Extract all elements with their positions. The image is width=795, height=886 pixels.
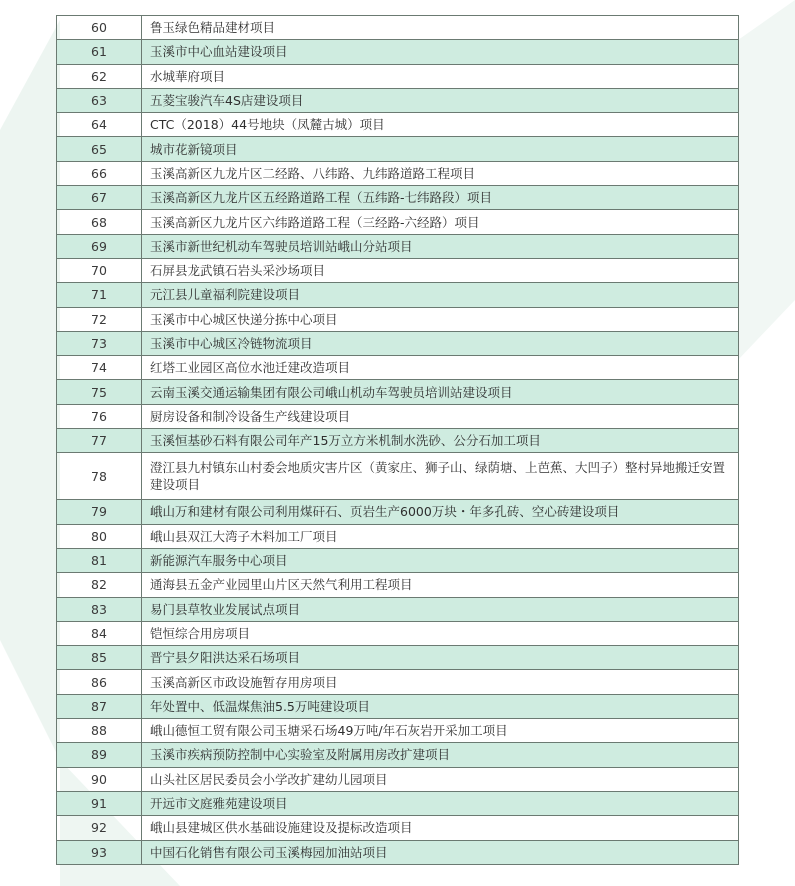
table-row: [57, 404, 739, 428]
project-name: 玉溪高新区九龙片区六纬路道路工程（三经路-六经路）项目: [142, 210, 739, 234]
row-number: 75: [57, 380, 142, 404]
table-row: [57, 500, 739, 524]
table-row: [57, 64, 739, 88]
project-list-table: [56, 15, 739, 865]
table-row: [57, 16, 739, 40]
row-number: 87: [57, 694, 142, 718]
project-name: 峨山德恒工贸有限公司玉塘采石场49万吨/年石灰岩开采加工项目: [142, 719, 739, 743]
project-name: 玉溪高新区市政设施暂存用房项目: [142, 670, 739, 694]
table-row: [57, 548, 739, 572]
table-row: [57, 646, 739, 670]
project-name: 鲁玉绿色精品建材项目: [142, 16, 739, 40]
row-number: 60: [57, 16, 142, 40]
project-name: 厨房设备和制冷设备生产线建设项目: [142, 404, 739, 428]
project-name: 五菱宝骏汽车4S店建设项目: [142, 88, 739, 112]
project-name: 玉溪市中心血站建设项目: [142, 40, 739, 64]
project-list-body: [57, 16, 739, 865]
table-row: [57, 524, 739, 548]
project-name: 易门县草牧业发展试点项目: [142, 597, 739, 621]
project-name: 玉溪市新世纪机动车驾驶员培训站峨山分站项目: [142, 234, 739, 258]
row-number: 91: [57, 791, 142, 815]
project-name: 云南玉溪交通运输集团有限公司峨山机动车驾驶员培训站建设项目: [142, 380, 739, 404]
table-row: [57, 816, 739, 840]
table-row: [57, 840, 739, 864]
table-row: [57, 597, 739, 621]
row-number: 78: [57, 453, 142, 500]
row-number: 82: [57, 573, 142, 597]
table-row: [57, 573, 739, 597]
project-name: 新能源汽车服务中心项目: [142, 548, 739, 572]
row-number: 92: [57, 816, 142, 840]
project-name: 玉溪恒基砂石料有限公司年产15万立方米机制水洗砂、公分石加工项目: [142, 429, 739, 453]
project-name: 玉溪高新区九龙片区二经路、八纬路、九纬路道路工程项目: [142, 161, 739, 185]
project-name: 晋宁县夕阳洪达采石场项目: [142, 646, 739, 670]
row-number: 62: [57, 64, 142, 88]
project-name: 年处置中、低温煤焦油5.5万吨建设项目: [142, 694, 739, 718]
row-number: 81: [57, 548, 142, 572]
row-number: 67: [57, 186, 142, 210]
row-number: 89: [57, 743, 142, 767]
row-number: 80: [57, 524, 142, 548]
table-row: [57, 258, 739, 282]
row-number: 72: [57, 307, 142, 331]
row-number: 77: [57, 429, 142, 453]
row-number: 71: [57, 283, 142, 307]
table-row: [57, 791, 739, 815]
table-row: [57, 210, 739, 234]
project-name: 玉溪市中心城区冷链物流项目: [142, 331, 739, 355]
row-number: 76: [57, 404, 142, 428]
table-row: [57, 670, 739, 694]
project-list-table-container: [56, 15, 739, 865]
table-row: [57, 767, 739, 791]
row-number: 85: [57, 646, 142, 670]
table-row: [57, 356, 739, 380]
project-name: 通海县五金产业园里山片区天然气利用工程项目: [142, 573, 739, 597]
project-name: 澄江县九村镇东山村委会地质灾害片区（黄家庄、狮子山、绿荫塘、上芭蕉、大凹子）整村异地搬迁安置建设项目: [142, 453, 739, 500]
row-number: 93: [57, 840, 142, 864]
project-name: 元江县儿童福利院建设项目: [142, 283, 739, 307]
row-number: 61: [57, 40, 142, 64]
table-row: [57, 307, 739, 331]
project-name: 山头社区居民委员会小学改扩建幼儿园项目: [142, 767, 739, 791]
table-row: [57, 621, 739, 645]
row-number: 73: [57, 331, 142, 355]
row-number: 70: [57, 258, 142, 282]
table-row: [57, 331, 739, 355]
table-row: [57, 743, 739, 767]
row-number: 69: [57, 234, 142, 258]
row-number: 90: [57, 767, 142, 791]
project-name: 玉溪市疾病预防控制中心实验室及附属用房改扩建项目: [142, 743, 739, 767]
project-name: 开远市文庭雅苑建设项目: [142, 791, 739, 815]
table-row: [57, 694, 739, 718]
table-row: [57, 380, 739, 404]
project-name: 峨山万和建材有限公司利用煤矸石、页岩生产6000万块・年多孔砖、空心砖建设项目: [142, 500, 739, 524]
project-name: 中国石化销售有限公司玉溪梅园加油站项目: [142, 840, 739, 864]
table-row: [57, 186, 739, 210]
project-name: 红塔工业园区高位水池迁建改造项目: [142, 356, 739, 380]
row-number: 83: [57, 597, 142, 621]
project-name: 玉溪高新区九龙片区五经路道路工程（五纬路-七纬路段）项目: [142, 186, 739, 210]
table-row: [57, 283, 739, 307]
row-number: 63: [57, 88, 142, 112]
row-number: 65: [57, 137, 142, 161]
project-name: 铠恒综合用房项目: [142, 621, 739, 645]
table-row: [57, 453, 739, 500]
project-name: 峨山县双江大湾子木料加工厂项目: [142, 524, 739, 548]
table-row: [57, 137, 739, 161]
table-row: [57, 429, 739, 453]
table-row: [57, 40, 739, 64]
row-number: 84: [57, 621, 142, 645]
table-row: [57, 113, 739, 137]
project-name: 城市花新镜项目: [142, 137, 739, 161]
project-name: 石屏县龙武镇石岩头采沙场项目: [142, 258, 739, 282]
table-row: [57, 719, 739, 743]
project-name: 峨山县建城区供水基础设施建设及提标改造项目: [142, 816, 739, 840]
row-number: 66: [57, 161, 142, 185]
row-number: 79: [57, 500, 142, 524]
row-number: 64: [57, 113, 142, 137]
row-number: 86: [57, 670, 142, 694]
table-row: [57, 161, 739, 185]
row-number: 68: [57, 210, 142, 234]
row-number: 88: [57, 719, 142, 743]
project-name: 玉溪市中心城区快递分拣中心项目: [142, 307, 739, 331]
table-row: [57, 234, 739, 258]
row-number: 74: [57, 356, 142, 380]
project-name: CTC（2018）44号地块（凤麓古城）项目: [142, 113, 739, 137]
project-name: 水城華府项目: [142, 64, 739, 88]
table-row: [57, 88, 739, 112]
